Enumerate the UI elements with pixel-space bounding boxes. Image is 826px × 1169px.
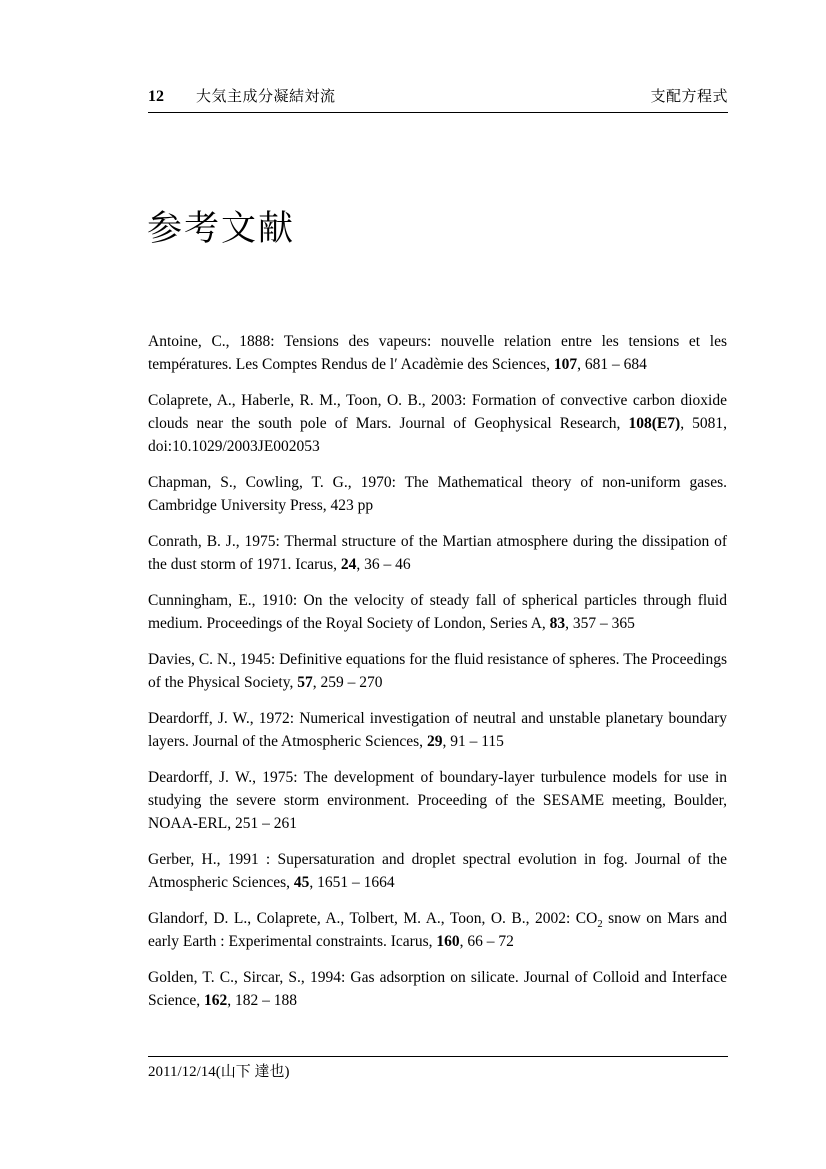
reference-entry: Davies, C. N., 1945: Definitive equations for the fluid resistance of spheres. The Proceedings of the Physical Society, 57, 259 – 270 — [148, 651, 727, 691]
reference-entry: Golden, T. C., Sircar, S., 1994: Gas adsorption on silicate. Journal of Colloid and Interface Science, 162, 182 – 188 — [148, 969, 727, 1009]
header-left-title: 大気主成分凝結対流 — [196, 88, 336, 105]
reference-entry: Deardorff, J. W., 1972: Numerical investigation of neutral and unstable planetary boundary layers. Journal of the Atmospheric Sciences, 29, 91 – 115 — [148, 710, 727, 750]
page-number: 12 — [148, 88, 164, 105]
reference-entry: Glandorf, D. L., Colaprete, A., Tolbert, M. A., Toon, O. B., 2002: $CO_2$ snow on Mars and early Earth : Experimental constraints. Icarus, 160, 66 – 72 — [148, 910, 727, 950]
footer-date-author: 2011/12/14(山下 達也) — [148, 1064, 290, 1080]
reference-entry: Gerber, H., 1991 : Supersaturation and droplet spectral evolution in fog. Journal of the Atmospheric Sciences, 45, 1651 – 1664 — [148, 851, 727, 891]
running-header — [148, 88, 728, 113]
reference-entry: Antoine, C., 1888: Tensions des vapeurs: nouvelle relation entre les tensions et les températures. Les Comptes Rendus de l′ Acadèmie des Sciences, 107, 681 – 684 — [148, 333, 727, 373]
reference-entry: Chapman, S., Cowling, T. G., 1970: The Mathematical theory of non-uniform gases. Cambridge University Press, 423 pp — [148, 474, 727, 514]
header-right-title: 支配方程式 — [650, 88, 728, 105]
page-footer — [148, 1056, 728, 1081]
chapter-title: 参考文献 — [147, 209, 296, 248]
reference-entry: Deardorff, J. W., 1975: The development of boundary-layer turbulence models for use in studying the severe storm environment. Proceeding of the SESAME meeting, Boulder, NOAA-ERL, 251 – 261 — [148, 769, 727, 832]
reference-entry: Cunningham, E., 1910: On the velocity of steady fall of spherical particles through fluid medium. Proceedings of the Royal Society of London, Series A, 83, 357 – 365 — [148, 592, 727, 632]
references-list — [148, 330, 727, 1025]
reference-entry: Colaprete, A., Haberle, R. M., Toon, O. B., 2003: Formation of convective carbon dioxide clouds near the south pole of Mars. Journal of Geophysical Research, 108(E7), 5081, doi:10.1029/2003JE002053 — [148, 392, 728, 455]
reference-entry: Conrath, B. J., 1975: Thermal structure of the Martian atmosphere during the dissipation of the dust storm of 1971. Icarus, 24, 36 – 46 — [148, 533, 727, 573]
